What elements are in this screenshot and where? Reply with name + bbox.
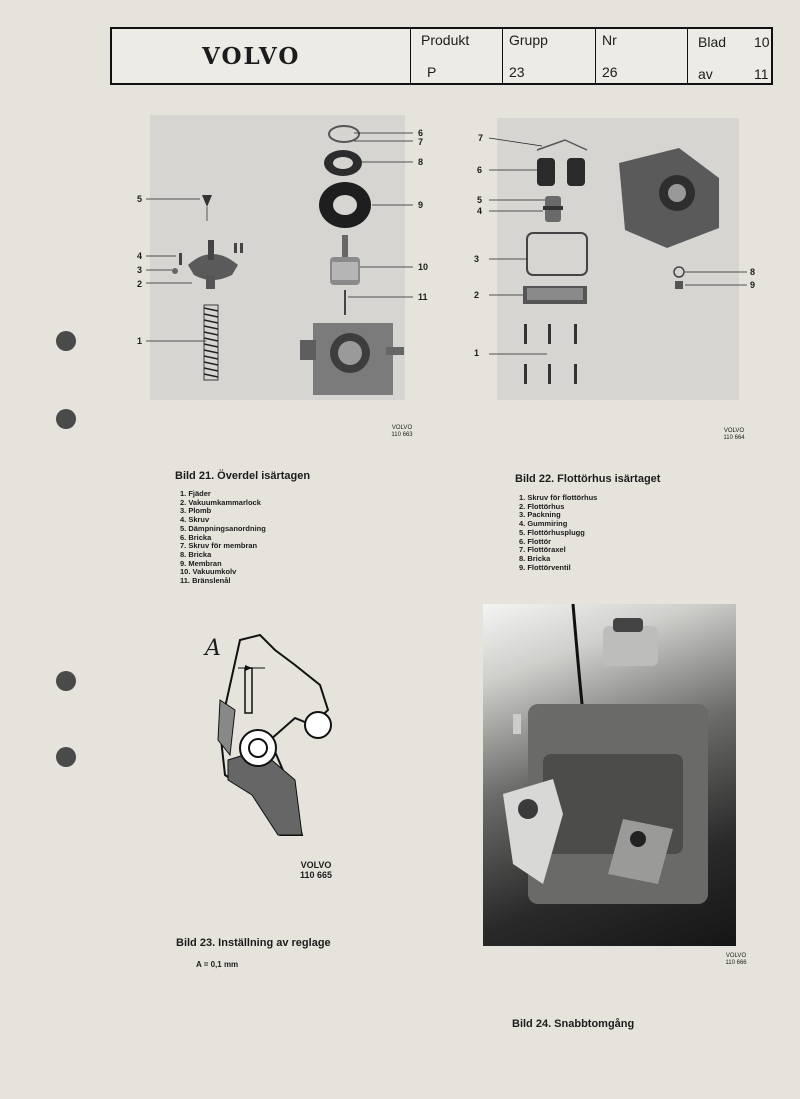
list-item: 7. Skruv för membran <box>180 541 258 551</box>
list-item: 7. Flottöraxel <box>519 545 566 555</box>
fig21-stamp <box>384 425 420 439</box>
produkt-label: Produkt <box>421 32 470 48</box>
fig21-callout-10: 10 <box>418 262 429 272</box>
fig21-callout-6: 6 <box>418 128 424 138</box>
fig22-callout-5: 5 <box>477 195 483 205</box>
fig21-callout-3: 3 <box>137 265 143 275</box>
fig21-caption: Bild 21. Överdel isärtagen <box>175 470 311 482</box>
punch-hole <box>56 331 76 351</box>
list-item: 1. Fjäder <box>180 489 211 498</box>
fig22-callout-1: 1 <box>474 348 480 358</box>
fig22-stamp-brand: VOLVO <box>723 428 745 434</box>
fig24-caption: Bild 24. Snabbtomgång <box>512 1018 635 1030</box>
fig21-exploded-photo <box>150 115 405 400</box>
list-item: 3. Packning <box>519 510 561 520</box>
fig24-stamp <box>718 953 754 967</box>
list-item: 5. Flottörhusplugg <box>519 527 585 537</box>
fig24-photo-detail <box>483 604 736 946</box>
list-item: 4. Skruv <box>180 515 210 525</box>
grupp-cell <box>502 29 595 83</box>
fig22-callout-6: 6 <box>477 165 483 175</box>
fig22-parts-list <box>519 494 597 572</box>
blad-cell <box>687 29 771 83</box>
grupp-value: 23 <box>509 64 525 80</box>
fig22-callout-8: 8 <box>750 267 756 277</box>
volvo-logo: VOLVO <box>202 43 301 70</box>
list-item: 8. Bricka <box>519 553 551 563</box>
list-item: 8. Bricka <box>180 549 212 559</box>
produkt-value: P <box>427 64 437 80</box>
fig24-stamp-brand: VOLVO <box>725 953 747 959</box>
list-item: 6. Bricka <box>180 532 212 542</box>
fig22-callout-4: 4 <box>477 206 483 216</box>
gasket-part <box>527 233 587 275</box>
list-item: 2. Flottörhus <box>519 501 565 511</box>
fig22-caption: Bild 22. Flottörhus isärtaget <box>515 473 661 485</box>
list-item: 9. Membran <box>180 558 222 568</box>
nr-label: Nr <box>602 32 617 48</box>
fig22-callout-2: 2 <box>474 290 480 300</box>
fig23-stamp-brand: VOLVO <box>300 860 332 870</box>
punch-hole <box>56 409 76 429</box>
document-header <box>110 27 773 85</box>
list-item: 10. Vakuumkolv <box>180 567 237 577</box>
fig23-label-a: A <box>205 636 221 661</box>
fig21-stamp-number: 110 663 <box>391 432 413 438</box>
fig23-stamp <box>294 860 338 880</box>
fig22-callout-3: 3 <box>474 254 480 264</box>
list-item: 2. Vakuumkammarlock <box>180 497 261 507</box>
list-item: 5. Dämpningsanordning <box>180 523 266 533</box>
fig21-callout-2: 2 <box>137 279 143 289</box>
fig22-exploded-photo <box>497 118 739 400</box>
fig21-callout-1: 1 <box>137 336 143 346</box>
punch-hole <box>56 747 76 767</box>
fig23-caption: Bild 23. Inställning av reglage <box>176 937 331 949</box>
list-item: 9. Flottörventil <box>519 562 571 572</box>
fig21-parts-drawing <box>150 115 405 400</box>
fig21-callout-8: 8 <box>418 157 424 167</box>
list-item: 3. Plomb <box>180 506 212 516</box>
fig22-callout-9: 9 <box>750 280 756 290</box>
nr-cell <box>595 29 687 83</box>
produkt-cell <box>410 29 502 83</box>
fig23-linkage-drawing <box>200 630 340 850</box>
fig22-stamp-number: 110 664 <box>723 435 745 441</box>
grupp-label: Grupp <box>509 32 548 48</box>
damper-part <box>202 195 212 207</box>
list-item: 4. Gummiring <box>519 519 568 529</box>
fig21-stamp-brand: VOLVO <box>391 425 413 431</box>
fig22-parts-drawing <box>497 118 739 400</box>
fig23-note: A = 0,1 mm <box>196 960 239 969</box>
punch-hole <box>56 671 76 691</box>
nr-value: 26 <box>602 64 618 80</box>
list-item: 6. Flottör <box>519 536 552 546</box>
fig21-parts-list <box>180 490 266 586</box>
av-value: 11 <box>754 66 769 82</box>
fig24-carburetor-photo <box>483 604 736 946</box>
fig24-stamp-number: 110 666 <box>725 960 747 966</box>
fig21-callout-4: 4 <box>137 251 143 261</box>
fig21-callout-5: 5 <box>137 194 143 204</box>
fig21-callout-11: 11 <box>418 292 428 302</box>
av-label: av <box>698 66 713 82</box>
list-item: 11. Bränslenål <box>180 576 231 586</box>
fig22-callout-7: 7 <box>478 133 484 143</box>
float-part <box>537 158 555 186</box>
fig22-stamp <box>716 428 752 442</box>
blad-label: Blad <box>698 34 727 50</box>
list-item: 1. Skruv för flottörhus <box>519 493 598 502</box>
spring-part <box>204 305 218 380</box>
fig21-callout-7: 7 <box>418 137 424 147</box>
fig23-stamp-number: 110 665 <box>299 870 333 880</box>
blad-value: 10 <box>754 34 770 50</box>
fig21-callout-9: 9 <box>418 200 424 210</box>
